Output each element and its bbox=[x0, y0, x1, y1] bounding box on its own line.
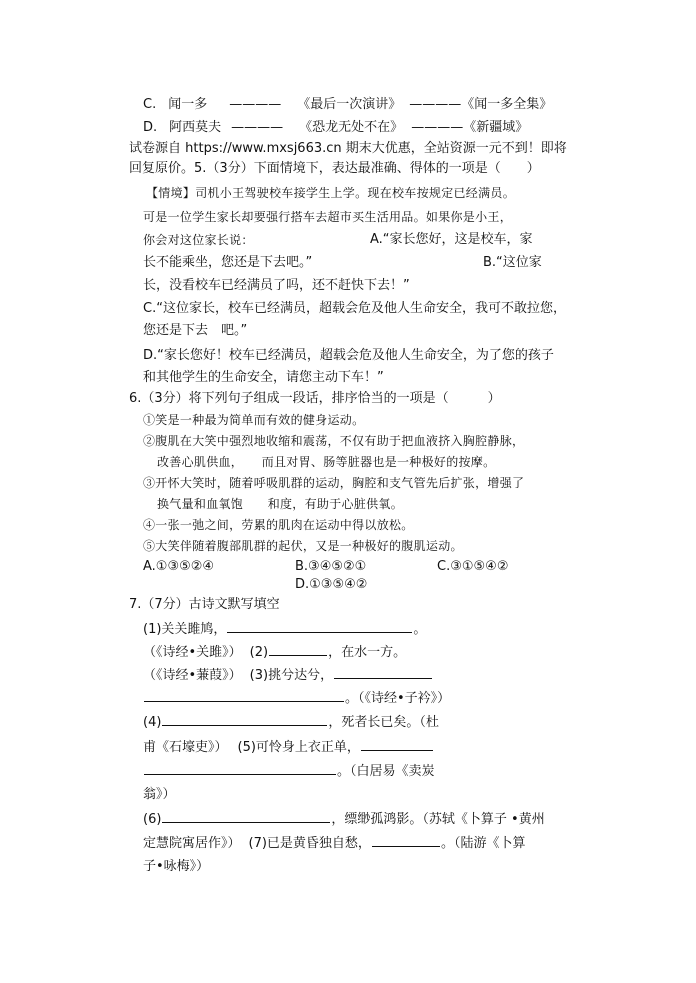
q6-option-a: A.①③⑤②④ bbox=[143, 559, 215, 574]
q5-option-c-1: C.“这位家长，校车已经满员，超载会危及他人生命安全，我可不敢拉您， bbox=[143, 301, 566, 316]
q5-option-d-2: 和其他学生的生命安全，请您主动下车！” bbox=[143, 370, 384, 385]
q7-item-1: (1)关关雎鸠， 。 bbox=[143, 622, 427, 637]
q5-context-2: 可是一位学生家长却要强行搭车去超市买生活用品。如果你是小王， bbox=[143, 210, 513, 224]
q7-blank-2[interactable] bbox=[269, 643, 327, 656]
q7-item-6-src: 定慧院寓居作》） (7)已是黄昏独自愁， 。（陆游《卜算 bbox=[143, 836, 526, 851]
q5-option-b-2: 长，没看校车已经满员了吗，还不赶快下去！” bbox=[143, 278, 410, 293]
q6-option-d: D.①③⑤④② bbox=[295, 577, 368, 592]
q6-sentence-3b: 换气量和血氧饱 和度，有助于心脏供氧。 bbox=[157, 497, 404, 511]
q6-option-b: B.③④⑤②① bbox=[295, 559, 367, 574]
q5-option-a-1: A.“家长您好，这是校车，家 bbox=[370, 232, 533, 247]
q5-option-b-1: B.“这位家 bbox=[483, 255, 542, 270]
q7-item-6-line: (6) ，缥缈孤鸿影。（苏轼《卜算子 •黄州 bbox=[143, 812, 545, 827]
ad-line-1: 试卷源自 https://www.mxsj663.cn 期末大优惠，全站资源一元不到！即将 bbox=[129, 141, 567, 156]
q7-item-3-cont: 。（《诗经•子衿》） bbox=[143, 689, 450, 708]
q7-item-4-line: (4) ，死者长已矣。（杜 bbox=[143, 715, 439, 730]
q7-item-3-line: （《诗经•蒹葭》） (3)挑兮达兮， bbox=[143, 666, 433, 685]
q6-sentence-3a: ③开怀大笑时，随着呼吸肌群的运动，胸腔和支气管先后扩张，增强了 bbox=[143, 476, 525, 490]
ad-line-2: 回复原价。5.（3分）下面情境下，表达最准确、得体的一项是（ ） bbox=[129, 161, 540, 176]
q5-option-a-2: 长不能乘坐，您还是下去吧。” bbox=[143, 255, 313, 270]
q5-option-c-2: 您还是下去 吧。” bbox=[143, 323, 248, 338]
q7-blank-6[interactable] bbox=[162, 810, 330, 823]
q4-option-d: D. 阿西莫夫 ———— 《恐龙无处不在》 ————《新疆域》 bbox=[143, 120, 529, 135]
q5-context-3-line: 你会对这位家长说： bbox=[143, 233, 254, 247]
q5-stem: 5.（3分）下面情境下，表达最准确、得体的一项是（ ） bbox=[194, 161, 540, 176]
q7-blank-3b[interactable] bbox=[144, 689, 344, 702]
q7-stem: 7.（7分）古诗文默写填空 bbox=[129, 597, 280, 612]
q6-sentence-2b: 改善心肌供血， 而且对胃、肠等脏器也是一种极好的按摩。 bbox=[157, 455, 496, 469]
q6-sentence-2a: ②腹肌在大笑中强烈地收缩和震荡，不仅有助于把血液挤入胸腔静脉， bbox=[143, 434, 525, 448]
q6-sentence-4: ④一张一弛之间，劳累的肌肉在运动中得以放松。 bbox=[143, 518, 414, 532]
q7-item-2-line: （《诗经•关雎》） (2) ，在水一方。 bbox=[143, 645, 407, 660]
q6-option-c: C.③①⑤④② bbox=[437, 559, 509, 574]
q6-stem: 6.（3分）将下列句子组成一段话，排序恰当的一项是（ ） bbox=[129, 391, 501, 406]
q7-item-4-src: 甫《石壕吏》） (5)可怜身上衣正单， bbox=[143, 738, 434, 757]
q7-blank-7[interactable] bbox=[372, 834, 440, 847]
q5-context-1: 【情境】司机小王驾驶校车接学生上学。现在校车按规定已经满员。 bbox=[146, 186, 516, 200]
q7-item-5-src: 翁》） bbox=[143, 787, 176, 802]
q7-blank-5a[interactable] bbox=[361, 738, 433, 751]
q7-item-7-src: 子•咏梅》） bbox=[143, 859, 210, 874]
q7-blank-3a[interactable] bbox=[334, 666, 432, 679]
q7-blank-4[interactable] bbox=[162, 713, 327, 726]
q7-blank-5b[interactable] bbox=[144, 762, 336, 775]
q4-option-c: C. 闻一多 ———— 《最后一次演讲》 ————《闻一多全集》 bbox=[143, 97, 553, 112]
q5-option-d-1: D.“家长您好！校车已经满员，超载会危及他人生命安全，为了您的孩子 bbox=[143, 348, 554, 363]
q7-item-5-cont: 。（白居易《卖炭 bbox=[143, 762, 435, 781]
q7-blank-1[interactable] bbox=[227, 620, 412, 633]
q6-sentence-5: ⑤大笑伴随着腹部肌群的起伏，又是一种极好的腹肌运动。 bbox=[143, 539, 463, 553]
q6-sentence-1: ①笑是一种最为简单而有效的健身运动。 bbox=[143, 413, 365, 427]
